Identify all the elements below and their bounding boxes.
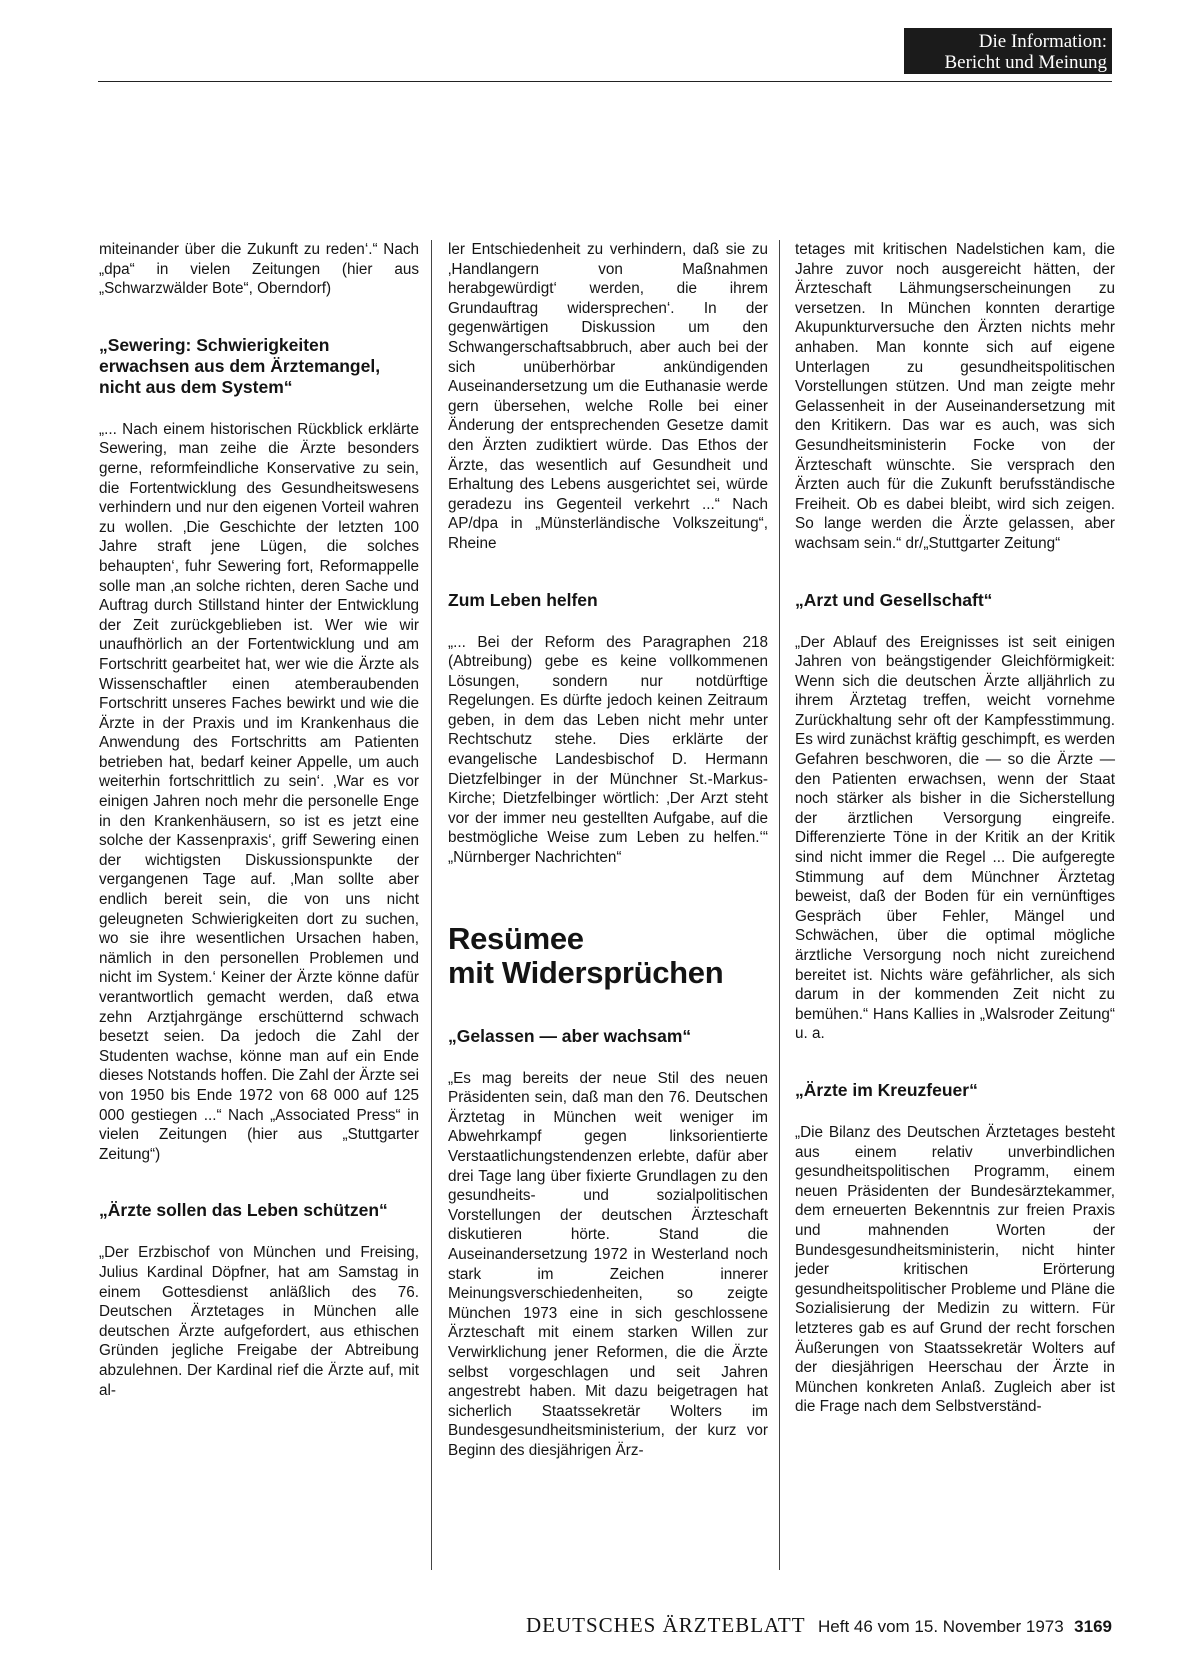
section-title-line1: Resümee [448,920,584,956]
paragraph: „... Bei der Reform des Paragraphen 218 (Abtreibung) gebe es keine vollkommenen Lösungen, sondern nur notdürftige Regelungen. Es dürfte jedoch keinen Zeitraum geben, in dem das Leben nicht mehr unter Rechtschutz stehe. Dies erklärte der evangelische Landesbischof D. Hermann Dietzfelbinger in der Münchner St.-Markus-Kirche; Dietzfelbinger wörtlich: ‚Der Arzt steht vor der immer neu gestellten Aufgabe, auf die bestmögliche Weise zum Leben zu helfen.‘“ „Nürnberger Nachrichten“ [448,633,768,867]
paragraph: „... Nach einem historischen Rückblick erklärte Sewering, man zeihe die Ärzte besonders gerne, reformfeindliche Konservative zu sein, die Fortentwicklung des Gesundheitswesens verhindern und nur den eigenen Vorteil wahren zu wollen. ‚Die Geschichte der letzten 100 Jahre straft jene Lügen, die solches behaupten‘, fuhr Sewering fort, Reformappelle solle man ‚an solche richten, deren Sache und Auftrag durch Stillstand hinter der Entwicklung der Zeit zurückgeblieben ist. Wer wie wir unaufhörlich an der Fortentwicklung und am Fortschritt gearbeitet hat, wer wie die Ärzte als Wissenschaftler einen atemberaubenden Fortschritt unseres Faches bewirkt und wie die Ärzte in der Praxis und im Krankenhaus die Anwendung des Fortschritts am Patienten betrieben hat, bedarf keiner Appelle, um auch weiterhin fortschrittlich zu sein‘. ‚War es vor einigen Jahren noch mehr die personelle Enge in den Krankenhäusern, so ist es jetzt eine solche der Kassenpraxis‘, griff Sewering einen der wichtigsten Diskussionspunkte der vergangenen Tage auf. ‚Man sollte aber endlich bereit sein, die von uns nicht geleugneten Schwierigkeiten dort zu suchen, wo sie ihre wesentlichen Ursachen haben, nämlich in den personellen Problemen und nicht im System.‘ Keiner der Ärzte könne dafür verantwortlich gemacht werden, daß etwa zehn Arztjahrgänge erschütternd schwach besetzt seien. Da jedoch die Zahl der Studenten wachse, könne man auf ein Ende dieses Notstands hoffen. Die Zahl der Ärzte sei von 1950 bis Ende 1972 von 68 000 auf 125 000 gestiegen ...“ Nach „Associated Press“ in vielen Zeitungen (hier aus „Stuttgarter Zeitung“) [99,420,419,1163]
article-heading: Zum Leben helfen [448,589,598,610]
article-heading: „Gelassen — aber wachsam“ [448,1025,692,1046]
section-header-line2: Bericht und Meinung [944,52,1107,73]
article-heading: „Arzt und Gesellschaft“ [795,589,993,610]
article-heading: „Sewering: Schwierigkeiten erwachsen aus dem Ärztemangel, nicht aus dem System“ [99,334,381,397]
column-3 [795,240,1115,1417]
section-title [448,922,768,990]
paragraph: „Die Bilanz des Deutschen Ärztetages besteht aus einem relativ unverbindlichen gesundheitspolitischen Programm, einem neuen Präsidenten der Bundesärztekammer, dem erneuerten Bekenntnis zur freien Praxis und mahnenden Worten der Bundesgesundheitsministerin, nicht hinter jeder kritischen Erörterung gesundheitspolitischer Probleme und Pläne die Sozialisierung der Medizin zu wittern. Für letzteres gab es auf Grund der recht forschen Äußerungen von Staatssekretär Wolters auf der diesjährigen Heerschau der Ärzte in München konkreten Anlaß. Zugleich aber ist die Frage nach dem Selbstverständ- [795,1123,1115,1416]
column-divider-2 [779,240,780,1570]
section-title-line2: mit Widersprüchen [448,954,724,990]
article-heading: „Ärzte sollen das Leben schützen“ [99,1200,388,1221]
issue-info: Heft 46 vom 15. November 1973 [818,1617,1064,1636]
article-heading: „Ärzte im Kreuzfeuer“ [795,1079,978,1100]
journal-name: DEUTSCHES ÄRZTEBLATT [526,1613,806,1637]
column-2 [448,240,768,1461]
header-rule [98,81,1112,82]
section-header-box [904,28,1112,74]
paragraph: „Der Erzbischof von München und Freising, Julius Kardinal Döpfner, hat am Samstag in einem Gottesdienst anläßlich des 76. Deutschen Ärztetages in München alle deutschen Ärzte aufgefordert, aus ethischen Gründen jegliche Freigabe der Abtreibung abzulehnen. Der Kardinal rief die Ärzte auf, mit al- [99,1244,419,1399]
page-number: 3169 [1074,1617,1112,1636]
column-divider-1 [431,240,432,1570]
page-footer [448,1613,1112,1638]
paragraph: miteinander über die Zukunft zu reden‘.“ Nach „dpa“ in vielen Zeitungen (hier aus „Schwarzwälder Bote“, Oberndorf) [99,241,419,298]
paragraph: „Der Ablauf des Ereignisses ist seit einigen Jahren von beängstigender Gleichförmigkeit: Wenn sich die deutschen Ärzte alljährlich zu ihrem Ärztetag treffen, weicht vornehme Zurückhaltung sehr oft der Kampfesstimmung. Es wird zunächst kräftig geschimpft, es werden Gefahren beschworen, die — so die Ärzte — den Patienten erwachsen, wenn der Staat noch stärker als bisher in die Sicherstellung der ärztlichen Versorgung eingreife. Differenzierte Töne in der Kritik an der Kritik sind nicht immer die Regel ... Die aufgeregte Stimmung auf dem Münchner Ärztetag beweist, daß der Boden für ein vernünftiges Gespräch über Fehler, Mängel und Schwächen, über die optimal mögliche ärztliche Versorgung noch nicht zureichend bereitet ist. Nichts wäre gefährlicher, als sich darum in der kommenden Zeit nicht zu bemühen.“ Hans Kallies in „Walsroder Zeitung“ u. a. [795,633,1115,1043]
paragraph: ler Entschiedenheit zu verhindern, daß sie zu ‚Handlangern von Maßnahmen herabgewürdigt‘ werden, die ihrem Grundauftrag widersprechen‘. In der gegenwärtigen Diskussion um den Schwangerschaftsabbruch, aber auch bei der sich unüberhörbar ankündigenden Auseinandersetzung um die Euthanasie werde gern übersehen, welche Rolle bei einer Änderung der entsprechenden Gesetze damit den Ärzten zudiktiert würde. Das Ethos der Ärzte, das wesentlich auf Gesundheit und Erhaltung des Lebens ausgerichtet sei, würde geradezu ins Gegenteil verkehrt ...“ Nach AP/dpa in „Münsterländische Volkszeitung“, Rheine [448,241,768,552]
paragraph: tetages mit kritischen Nadelstichen kam, die Jahre zuvor noch ausgereicht hätten, der Ärzteschaft Lähmungserscheinungen zu versetzen. In München konnten derartige Akupunkturversuche den Ärzten nichts mehr anhaben. Man konnte sich auf eigene Unterlagen zu gesundheitspolitischen Vorstellungen stützen. Und man zeigte mehr Gelassenheit in der Auseinandersetzung mit den Kritikern. Das war es auch, was sich Gesundheitsministerin Focke von der Ärzteschaft wünschte. Sie versprach den Ärzten auch für die Zukunft berufsständische Freiheit. Ob es dabei bleibt, wird sich zeigen. So lange werden die Ärzte gelassen, aber wachsam sein.“ dr/„Stuttgarter Zeitung“ [795,241,1115,552]
paragraph: „Es mag bereits der neue Stil des neuen Präsidenten sein, daß man den 76. Deutschen Ärztetag in München weit weniger im Abwehrkampf gegen linksorientierte Verstaatlichungstendenzen erlebte, dafür aber drei Tage lang über fixierte Grundlagen zu den gesundheits- und sozialpolitischen Vorstellungen der deutschen Ärzteschaft diskutieren hörte. Stand die Auseinandersetzung 1972 in Westerland noch stark im Zeichen innerer Meinungsverschiedenheiten, so zeigte München 1973 eine in sich geschlossene Ärzteschaft mit einem starken Willen zur Verwirklichung jener Reformen, die die Ärzte selbst vorgeschlagen und seit Jahren angestrebt haben. Mit dazu beigetragen hat sicherlich Staatssekretär Wolters im Bundesgesundheitsministerium, der kurz vor Beginn des diesjährigen Ärz- [448,1069,768,1459]
section-header-line1: Die Information: [978,31,1107,52]
column-1 [99,240,419,1400]
